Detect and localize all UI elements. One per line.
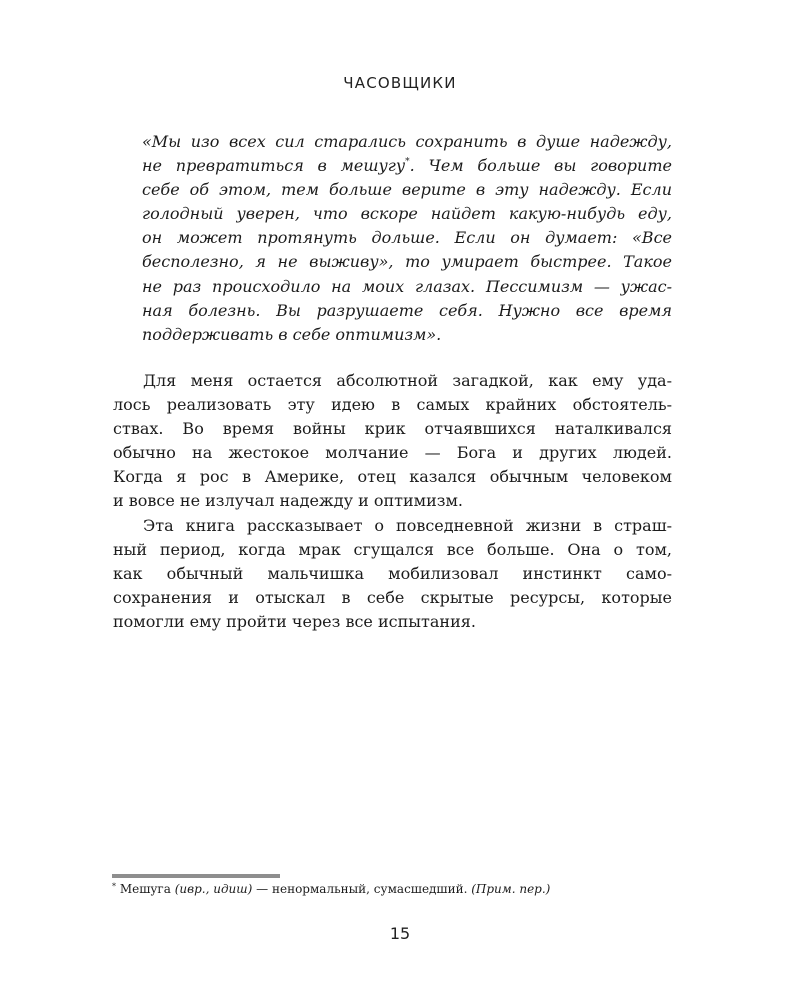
body-line: лось реализовать эту идею в самых крайних обстоятель-	[113, 395, 672, 415]
footnote-languages: (ивр., идиш)	[174, 882, 253, 896]
running-head: ЧАСОВЩИКИ	[343, 74, 457, 92]
body-line: ный период, когда мрак сгущался все больше. Она о том,	[113, 539, 672, 559]
footnote-definition: — ненормальный, сумасшедший.	[252, 882, 472, 896]
footnote-reference[interactable]: *	[405, 157, 410, 168]
body-line: сохранения и отыскал в себе скрытые ресурсы, которые	[113, 587, 672, 607]
body-line: и вовсе не излучал надежду и оптимизм.	[113, 491, 463, 511]
paragraph	[113, 369, 672, 514]
body-line: ствах. Во время войны крик отчаявшихся наталкивался	[113, 419, 672, 439]
footnote-translator-note: (Прим. пер.)	[471, 882, 551, 896]
quote-line: «Мы изо всех сил старались сохранить в душе надежду,	[142, 132, 672, 151]
page-number: 15	[389, 924, 411, 943]
body-line: обычно на жестокое молчание — Бога и других людей.	[113, 443, 672, 463]
footnote-term: Мешуга	[119, 882, 171, 896]
quote-line	[142, 154, 672, 178]
body-line: Эта книга рассказывает о повседневной жизни в страш-	[143, 515, 672, 535]
quote-line: себе об этом, тем больше верите в эту надежду. Если	[142, 180, 672, 200]
footnote-divider	[112, 874, 280, 878]
body-line: как обычный мальчишка мобилизовал инстинкт само-	[113, 563, 672, 583]
quote-line-part: не превратиться в мешугу	[142, 156, 406, 176]
quote-line: поддерживать в себе оптимизм».	[142, 324, 442, 344]
quote-line: не раз происходило на моих глазах. Пессимизм — ужас-	[142, 276, 672, 296]
quote-line: голодный уверен, что вскоре найдет какую-нибудь еду,	[142, 204, 672, 224]
quote-line: он может протянуть дольше. Если он думает: «Все	[142, 228, 672, 248]
epigraph-quote	[142, 130, 672, 347]
quote-line-part: . Чем больше вы говорите	[409, 156, 672, 176]
quote-line: ная болезнь. Вы разрушаете себя. Нужно все время	[142, 300, 672, 320]
footnote-mark: *	[112, 882, 116, 891]
body-line: помогли ему пройти через все испытания.	[113, 611, 476, 631]
body-line: Когда я рос в Америке, отец казался обычным человеком	[113, 467, 672, 487]
paragraph	[113, 514, 672, 634]
quote-line: бесполезно, я не выживу», то умирает быстрее. Такое	[142, 252, 672, 272]
body-line: Для меня остается абсолютной загадкой, как ему уда-	[143, 371, 672, 390]
body-text	[113, 369, 672, 634]
footnote	[112, 881, 672, 897]
